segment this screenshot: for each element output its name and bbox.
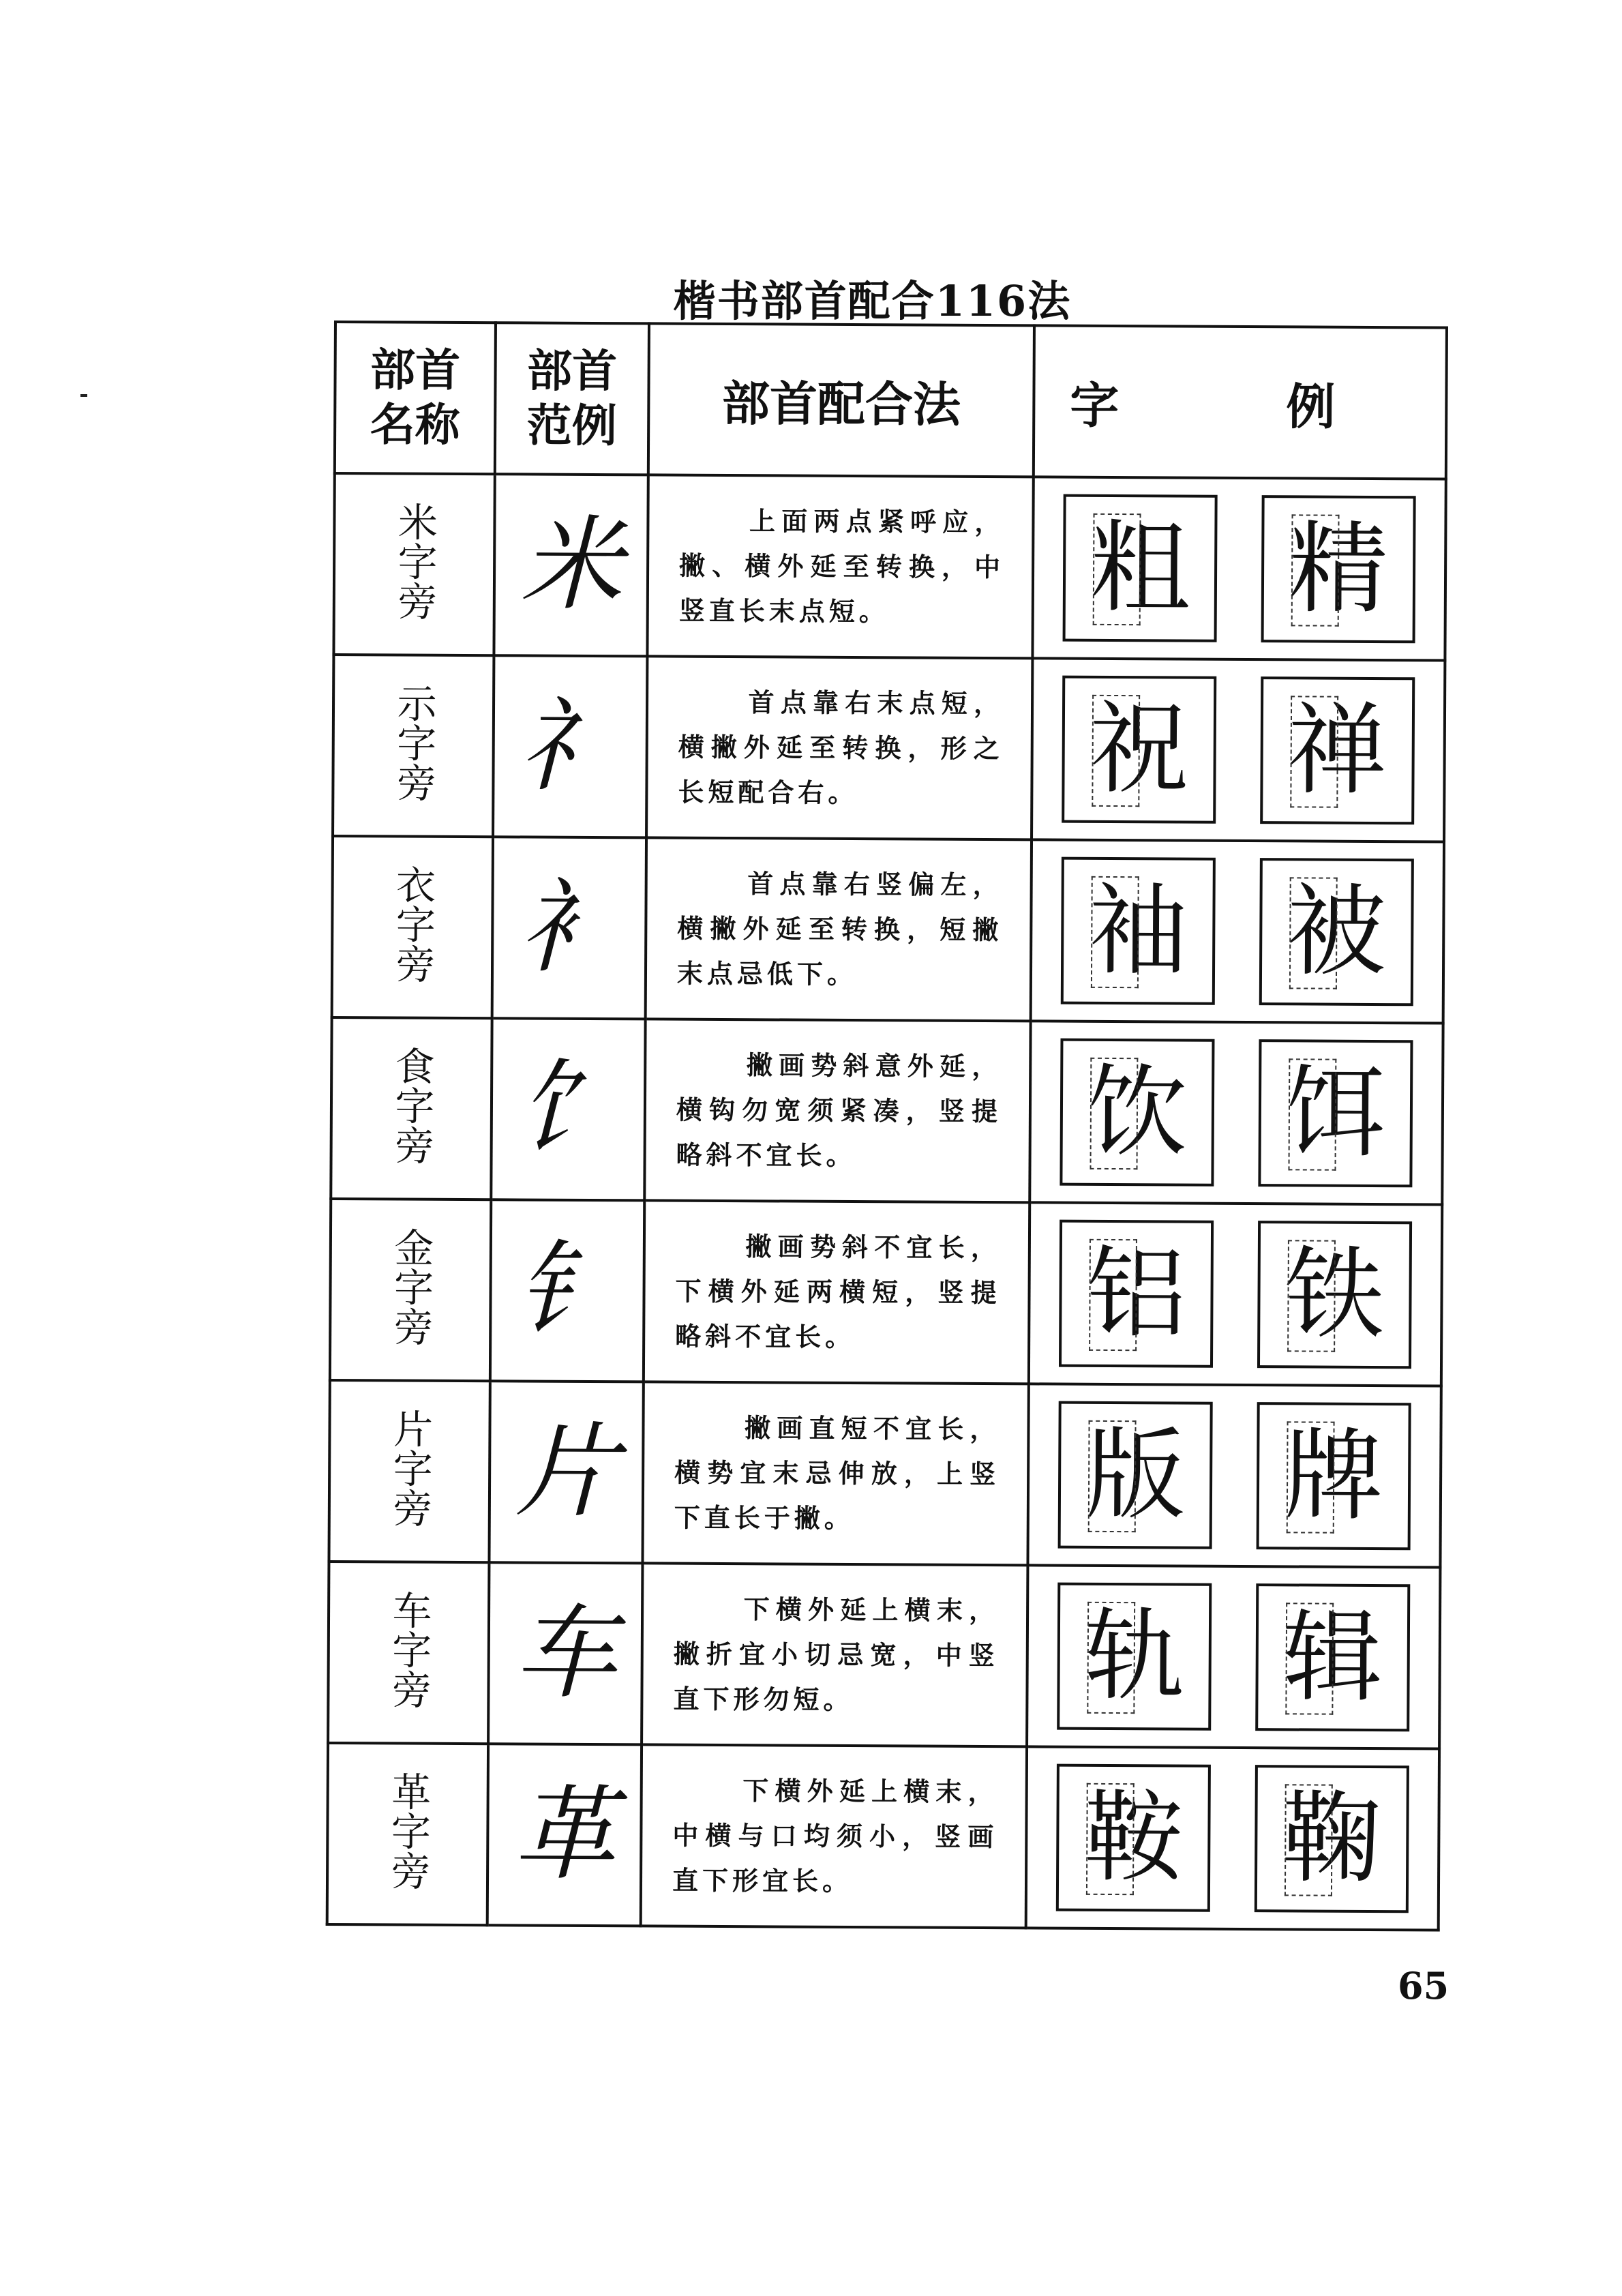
example-char: 版 xyxy=(1058,1401,1213,1549)
page-number: 65 xyxy=(1398,1964,1450,2008)
radical-table xyxy=(326,320,1448,1932)
radical-name-cell xyxy=(331,1017,492,1199)
example-chars-cell xyxy=(1032,477,1445,660)
radical-example: 饣 xyxy=(491,1018,645,1200)
example-char: 禅 xyxy=(1260,676,1415,824)
radical-name-cell xyxy=(329,1380,490,1562)
example-char: 鞍 xyxy=(1056,1764,1211,1912)
radical-name-cell xyxy=(333,473,494,655)
table-row xyxy=(333,655,1445,842)
method-text: 上面两点紧呼应，撇、横外延至转换，中竖直长末点短。 xyxy=(647,475,1033,658)
radical-example: 礻 xyxy=(493,655,647,837)
method-text: 撇画直短不宜长，横势宜末忌伸放，上竖下直长于撇。 xyxy=(642,1382,1028,1565)
example-char: 精 xyxy=(1261,495,1415,643)
method-text: 首点靠右末点短，横撇外延至转换，形之长短配合右。 xyxy=(646,656,1032,839)
example-chars-cell xyxy=(1029,1202,1442,1386)
table-row xyxy=(332,836,1444,1024)
radical-example: 片 xyxy=(489,1381,643,1563)
method-text: 撇画势斜意外延，横钩勿宽须紧凑，竖提略斜不宜长。 xyxy=(644,1019,1030,1202)
radical-name: 食字旁 xyxy=(388,1045,435,1165)
example-char: 粗 xyxy=(1063,494,1218,642)
header-method: 部首配合法 xyxy=(648,323,1034,477)
table-row xyxy=(333,473,1445,661)
radical-example: 米 xyxy=(494,474,648,656)
radical-name-cell xyxy=(332,836,493,1018)
header-example: 部首 范例 xyxy=(495,323,649,475)
table-row xyxy=(329,1380,1441,1568)
radical-example: 衤 xyxy=(492,837,646,1019)
page-title: 楷书部首配合116法 xyxy=(673,276,1072,326)
radical-example: 车 xyxy=(488,1562,642,1744)
radical-name: 米字旁 xyxy=(391,501,438,621)
radical-name: 片字旁 xyxy=(386,1407,434,1527)
table-row xyxy=(330,1199,1442,1386)
example-char: 袖 xyxy=(1061,857,1216,1005)
radical-example: 革 xyxy=(487,1744,642,1926)
example-char: 轨 xyxy=(1057,1583,1212,1731)
example-chars-cell xyxy=(1026,1746,1439,1930)
table-row xyxy=(331,1017,1443,1205)
table-row xyxy=(327,1743,1439,1930)
stray-mark xyxy=(80,394,87,397)
example-char: 祝 xyxy=(1062,676,1216,824)
radical-name: 金字旁 xyxy=(387,1226,434,1346)
radical-name-cell xyxy=(328,1562,489,1744)
example-char: 铝 xyxy=(1059,1220,1214,1368)
method-text: 下横外延上横末，中横与口均须小，竖画直下形宜长。 xyxy=(641,1744,1027,1928)
example-char: 饮 xyxy=(1060,1039,1215,1187)
example-char: 铁 xyxy=(1257,1221,1412,1369)
radical-name-cell xyxy=(327,1743,488,1925)
example-chars-cell xyxy=(1030,1021,1443,1204)
radical-example: 钅 xyxy=(490,1199,644,1382)
radical-name: 革字旁 xyxy=(384,1770,432,1890)
method-text: 首点靠右竖偏左，横撇外延至转换，短撇末点忌低下。 xyxy=(646,837,1032,1021)
example-chars-cell xyxy=(1027,1565,1440,1748)
example-char: 饵 xyxy=(1258,1039,1413,1187)
example-chars-cell xyxy=(1027,1384,1441,1567)
method-text: 下横外延上横末，撇折宜小切忌宽，中竖直下形勿短。 xyxy=(642,1563,1027,1746)
example-char: 鞠 xyxy=(1255,1765,1409,1913)
example-chars-cell xyxy=(1031,839,1444,1023)
radical-name: 衣字旁 xyxy=(389,863,436,983)
example-char: 辑 xyxy=(1255,1583,1410,1731)
header-name: 部首 名称 xyxy=(335,322,496,474)
example-char: 牌 xyxy=(1256,1402,1411,1550)
header-chars: 字 例 xyxy=(1034,325,1447,479)
header-row xyxy=(335,322,1447,479)
example-char: 被 xyxy=(1259,858,1414,1006)
table-row xyxy=(328,1562,1440,1749)
method-text: 撇画势斜不宜长，下横外延两横短，竖提略斜不宜长。 xyxy=(644,1200,1030,1384)
example-chars-cell xyxy=(1032,658,1445,841)
radical-name-cell xyxy=(333,655,494,837)
radical-name-cell xyxy=(330,1199,491,1381)
radical-name: 车字旁 xyxy=(385,1589,432,1709)
radical-name: 示字旁 xyxy=(389,682,437,802)
